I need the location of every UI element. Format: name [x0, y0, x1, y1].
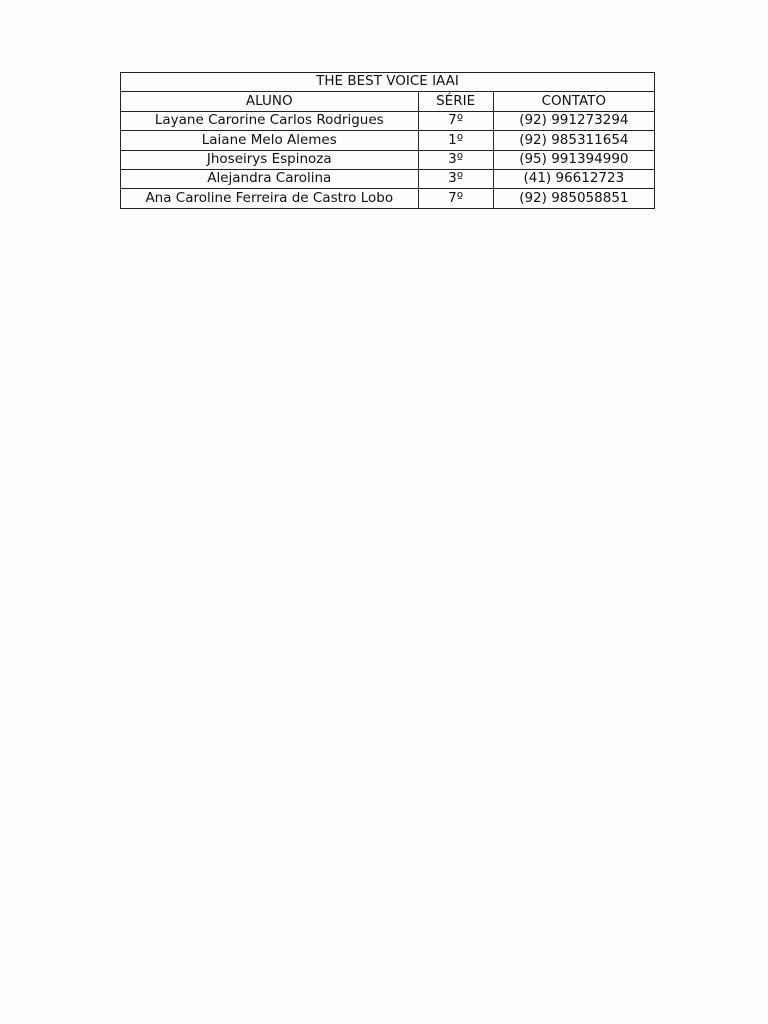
grade-cell: 7º [418, 189, 493, 208]
table-row [121, 131, 655, 150]
student-name-cell: Jhoseirys Espinoza [121, 150, 419, 169]
table-header-row [121, 92, 655, 111]
column-header-contato: CONTATO [493, 92, 654, 111]
student-name-cell: Alejandra Carolina [121, 169, 419, 188]
student-name-cell: Layane Carorine Carlos Rodrigues [121, 111, 419, 130]
grade-cell: 3º [418, 150, 493, 169]
grade-cell: 7º [418, 111, 493, 130]
student-name-cell: Laiane Melo Alemes [121, 131, 419, 150]
student-name-cell: Ana Caroline Ferreira de Castro Lobo [121, 189, 419, 208]
table-row [121, 189, 655, 208]
table-row [121, 150, 655, 169]
grade-cell: 3º [418, 169, 493, 188]
grade-cell: 1º [418, 131, 493, 150]
table-row [121, 169, 655, 188]
column-header-serie: SÉRIE [418, 92, 493, 111]
table-row [121, 111, 655, 130]
contact-cell: (95) 991394990 [493, 150, 654, 169]
contact-cell: (41) 96612723 [493, 169, 654, 188]
student-contact-table [120, 72, 655, 209]
contact-cell: (92) 985311654 [493, 131, 654, 150]
contact-cell: (92) 991273294 [493, 111, 654, 130]
table-title-row [121, 73, 655, 92]
table-title: THE BEST VOICE IAAI [121, 73, 655, 92]
contact-cell: (92) 985058851 [493, 189, 654, 208]
column-header-aluno: ALUNO [121, 92, 419, 111]
